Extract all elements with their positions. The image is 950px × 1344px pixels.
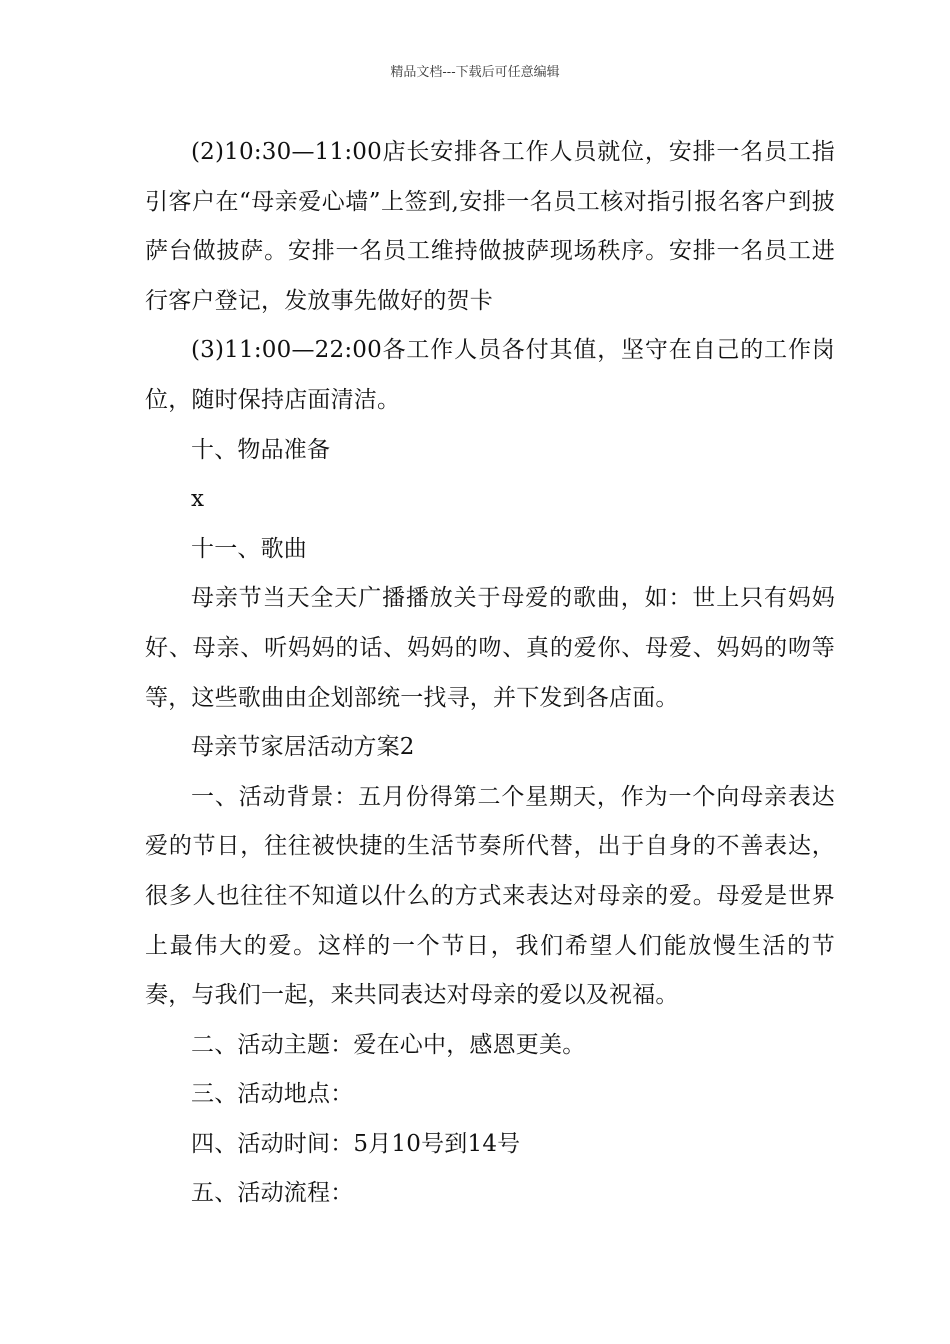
heading-section-11: 十一、歌曲: [191, 535, 307, 562]
heading-section-10: 十、物品准备: [191, 436, 331, 463]
page-header: 精品文档---下载后可任意编辑: [390, 65, 560, 80]
paragraph-process: 五、活动流程：: [191, 1180, 354, 1207]
paragraph-items: x: [191, 486, 205, 513]
paragraph-schedule-1100: (3)11:00—22:00各工作人员各付其值，坚守在自己的工作岗位，随时保持店面清洁。: [145, 337, 835, 413]
paragraph-theme: 二、活动主题：爱在心中，感恩更美。: [191, 1031, 586, 1058]
document-body: [145, 128, 835, 1219]
heading-plan-2: 母亲节家居活动方案2: [191, 734, 415, 761]
paragraph-schedule-1030: (2)10:30—11:00店长安排各工作人员就位，安排一名员工指引客户在“母亲爱心墙”上签到,安排一名员工核对指引报名客户到披萨台做披萨。安排一名员工维持做披萨现场秩序。安排一名员工进行客户登记，发放事先做好的贺卡: [145, 139, 835, 314]
paragraph-songs: 母亲节当天全天广播播放关于母爱的歌曲，如：世上只有妈妈好、母亲、听妈妈的话、妈妈的吻、真的爱你、母爱、妈妈的吻等等，这些歌曲由企划部统一找寻，并下发到各店面。: [145, 585, 835, 711]
paragraph-location: 三、活动地点：: [191, 1081, 354, 1108]
paragraph-background: 一、活动背景：五月份得第二个星期天，作为一个向母亲表达爱的节日，往往被快捷的生活节奏所代替，出于自身的不善表达，很多人也往往不知道以什么的方式来表达对母亲的爱。母爱是世界上最伟大的爱。这样的一个节日，我们希望人们能放慢生活的节奏，与我们一起，来共同表达对母亲的爱以及祝福。: [145, 783, 835, 1009]
paragraph-time: 四、活动时间：5月10号到14号: [191, 1130, 521, 1157]
